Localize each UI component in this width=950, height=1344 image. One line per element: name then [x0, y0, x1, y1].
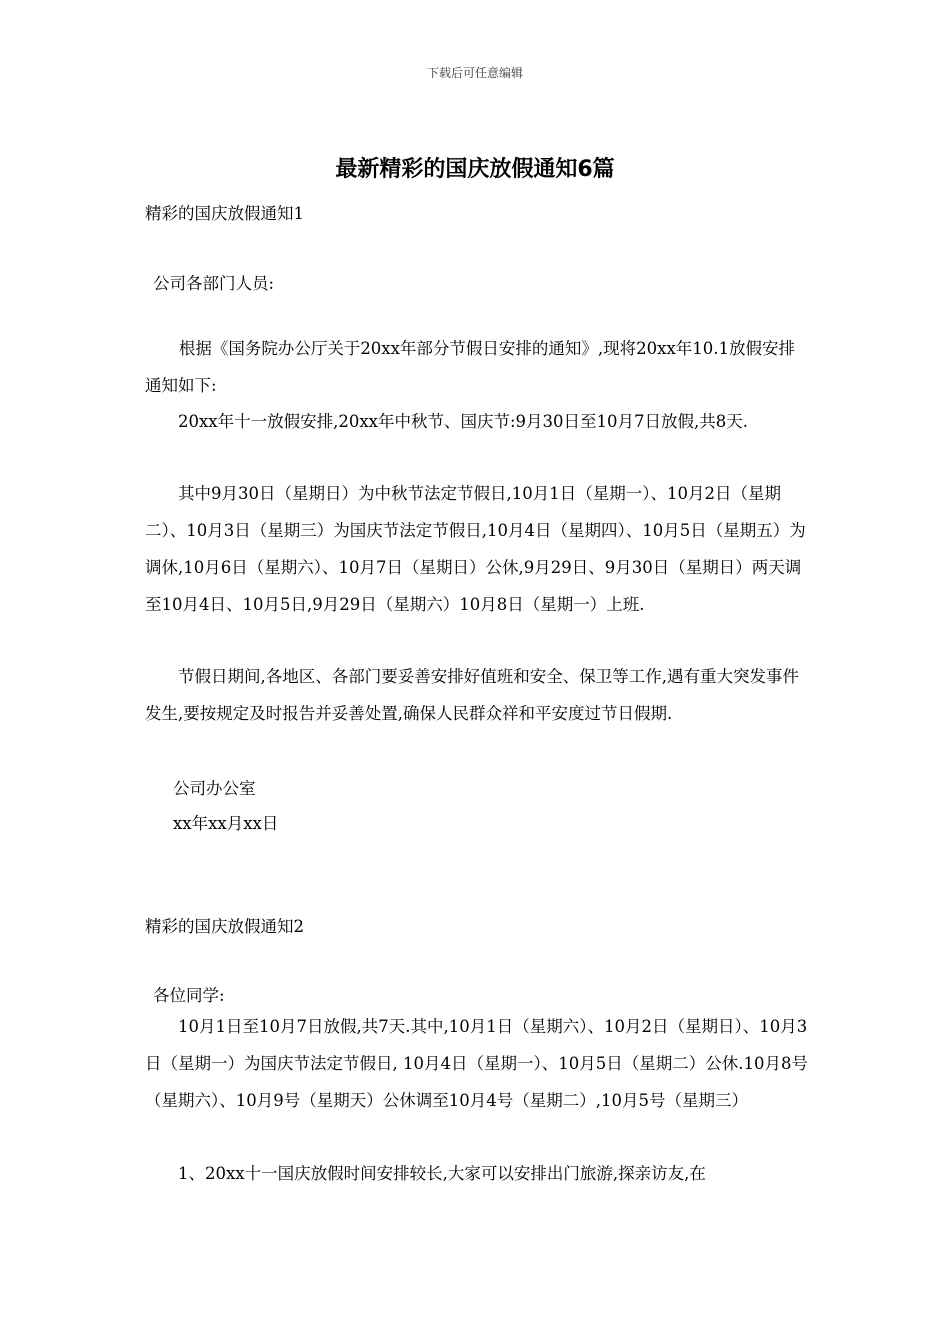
section-2-paragraph-1: 10月1日至10月7日放假,共7天.其中,10月1日（星期六）、10月2日（星期日）、10月3日（星期一）为国庆节法定节假日, 10月4日（星期一）、10月5日（星期二）公休.10月8号（星期六）、10月9号（星期天）公休调至10月4号（星期二）,10月5号（星期三）	[145, 1017, 808, 1110]
section-1-paragraph-3: 其中9月30日（星期日）为中秋节法定节假日,10月1日（星期一）、10月2日（星期二）、10月3日（星期三）为国庆节法定节假日,10月4日（星期四）、10月5日（星期五）为调休,10月6日（星期六）、10月7日（星期日）公休,9月29日、9月30日（星期日）两天调至10月4日、10月5日,9月29日（星期六）10月8日（星期一）上班.	[145, 484, 806, 614]
header-note: 下载后可任意编辑	[426, 66, 523, 80]
section-2-heading: 精彩的国庆放假通知2	[145, 917, 304, 936]
section-2-paragraph-2: 1、20xx十一国庆放假时间安排较长,大家可以安排出门旅游,探亲访友,在	[178, 1164, 706, 1183]
section-1-signature: 公司办公室	[173, 779, 256, 798]
section-1-paragraph-2: 20xx年十一放假安排,20xx年中秋节、国庆节:9月30日至10月7日放假,共8天.	[178, 412, 748, 431]
section-1-paragraph-1: 根据《国务院办公厅关于20xx年部分节假日安排的通知》,现将20xx年10.1放假安排通知如下:	[145, 339, 796, 395]
section-1-salutation: 公司各部门人员:	[153, 274, 275, 293]
document-title: 最新精彩的国庆放假通知6篇	[335, 157, 615, 182]
section-1-date: xx年xx月xx日	[173, 814, 279, 833]
section-1-heading: 精彩的国庆放假通知1	[145, 204, 304, 223]
section-1-paragraph-4: 节假日期间,各地区、各部门要妥善安排好值班和安全、保卫等工作,遇有重大突发事件发生,要按规定及时报告并妥善处置,确保人民群众祥和平安度过节日假期.	[145, 667, 799, 723]
section-2-salutation: 各位同学:	[153, 986, 225, 1005]
